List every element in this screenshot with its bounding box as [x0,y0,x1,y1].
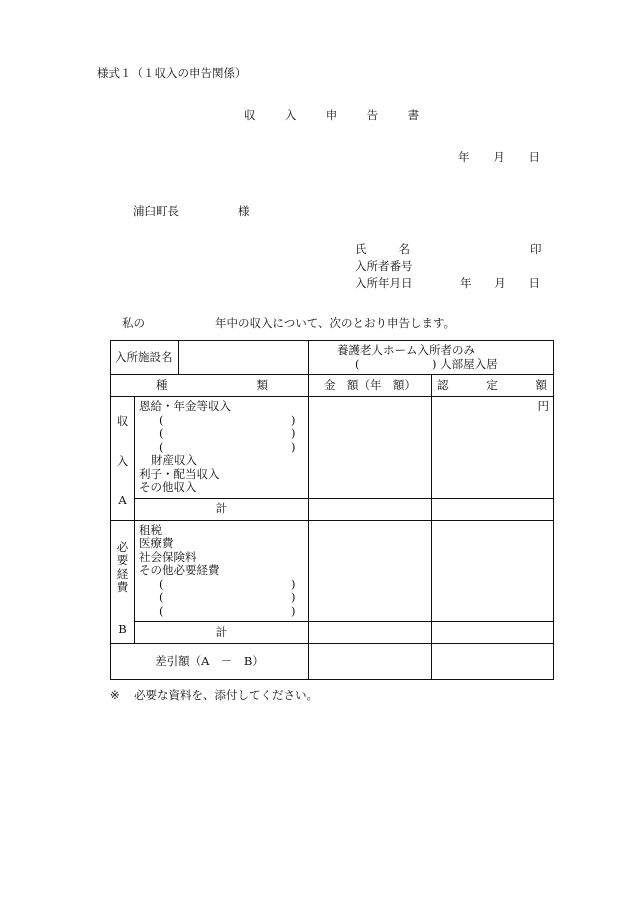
open-paren: ( [159,576,164,591]
facility-name-field[interactable] [179,341,309,375]
expenses-total-row [111,622,554,644]
income-side-char: A [118,492,127,507]
declaration-prefix: 私の [122,316,145,330]
open-paren: ( [159,603,164,618]
facility-label [111,341,179,375]
difference-amount-field[interactable] [309,644,432,680]
type-char: 種 [156,377,168,392]
expenses-side-char: 必 [116,539,129,554]
expenses-side-char: 経 [116,566,129,581]
seal-mark: 印 [530,242,542,256]
income-side-char: 収 [116,414,129,429]
open-paren: ( [159,590,164,604]
difference-certified-field[interactable] [432,644,554,680]
close-paren: ) [291,590,296,604]
type-header [111,375,309,397]
income-total-text: 計 [215,501,228,516]
certified-header [432,375,554,397]
income-total-certified-field[interactable] [432,498,554,520]
income-total-row [111,498,554,520]
addressee-name: 浦臼町長 [133,204,179,218]
income-amount-field[interactable] [309,397,432,499]
expenses-total-label [135,622,309,644]
name-label [355,244,410,256]
header-row [111,375,554,397]
close-paren: ) [291,576,296,591]
expense-item-other: その他必要経費 [139,563,220,577]
day-char: 日 [528,150,540,164]
close-paren: ) [291,426,296,440]
document-title [244,110,419,122]
income-paren-line [139,414,304,428]
facility-label-text: 入所施設名 [115,349,173,364]
income-side-char: 入 [116,453,129,468]
open-paren: ( [159,439,164,454]
type-char: 類 [256,377,268,392]
expenses-certified-field[interactable] [432,520,554,622]
footer-mark: ※ [110,688,120,702]
income-paren-line [139,441,304,455]
expense-items [135,520,309,622]
expenses-total-text: 計 [215,624,228,639]
income-item-pension: 恩給・年金等収入 [139,399,231,413]
close-paren: ) [291,412,296,427]
day-char: 日 [528,276,540,290]
expenses-side-char: 費 [116,580,129,594]
nursing-home-note: 養護老人ホーム入所者のみ [337,343,475,357]
income-declaration-table [110,340,554,680]
admission-date-label: 入所年月日 [355,276,413,290]
close-paren: ) [291,439,296,454]
difference-label [111,644,309,680]
date-line [458,152,540,164]
expenses-amount-field[interactable] [309,520,432,622]
admission-date-line [460,278,540,290]
addressee-honorific: 様 [238,204,250,218]
facility-row [111,341,554,375]
name-char: 名 [398,242,410,256]
amount-header [309,375,432,397]
expenses-side-letter: B [118,621,127,636]
income-total-amount-field[interactable] [309,498,432,520]
expenses-total-amount-field[interactable] [309,622,432,644]
income-row [111,397,554,499]
title-char: 書 [407,108,419,122]
income-side-label [111,397,135,521]
nursing-home-cell[interactable] [309,341,554,375]
income-certified-field[interactable] [432,397,554,499]
expenses-total-certified-field[interactable] [432,622,554,644]
certified-char: 定 [486,377,498,392]
expense-paren-line [139,605,304,619]
year-char: 年 [460,276,472,290]
expense-item-insurance: 社会保険料 [139,549,197,564]
room-line [337,358,549,372]
title-char: 告 [366,108,379,122]
open-paren: ( [159,426,164,440]
difference-row [111,644,554,680]
title-char: 申 [325,108,338,122]
month-char: 月 [494,276,506,290]
certified-char: 額 [535,377,547,392]
income-items [135,397,309,499]
amount-header-text: 金 額（年 額） [324,377,416,392]
room-text: ) 人部屋入居 [432,356,498,371]
expense-paren-line [139,578,304,592]
footer-note: 必要な資料を、添付してください。 [134,688,318,702]
month-char: 月 [493,150,505,164]
income-total-label [135,498,309,520]
room-open-paren: ( [355,356,360,371]
name-char: 氏 [355,242,367,256]
title-char: 入 [284,108,297,122]
income-item-other: その他収入 [139,480,197,494]
expense-item-medical: 医療費 [139,536,174,550]
year-char: 年 [458,150,470,164]
income-item-interest: 利子・配当収入 [139,466,220,481]
income-paren-line [139,427,304,441]
expenses-side-char: 要 [116,553,129,567]
income-item-property: 財産収入 [151,453,197,467]
expenses-row [111,520,554,622]
expense-item-tax: 租税 [139,522,162,537]
open-paren: ( [159,412,164,427]
declaration-text: 年中の収入について、次のとおり申告します。 [215,316,456,330]
title-char: 収 [244,108,256,122]
form-label: 様式１（１収入の申告関係） [97,66,247,80]
certified-char: 認 [437,377,449,392]
expense-paren-line [139,591,304,605]
close-paren: ) [291,603,296,618]
resident-number-label: 入所者番号 [355,259,413,273]
difference-label-text: 差引額（A － B） [155,653,264,668]
expenses-side-label [111,520,135,644]
yen-unit: 円 [537,399,549,413]
